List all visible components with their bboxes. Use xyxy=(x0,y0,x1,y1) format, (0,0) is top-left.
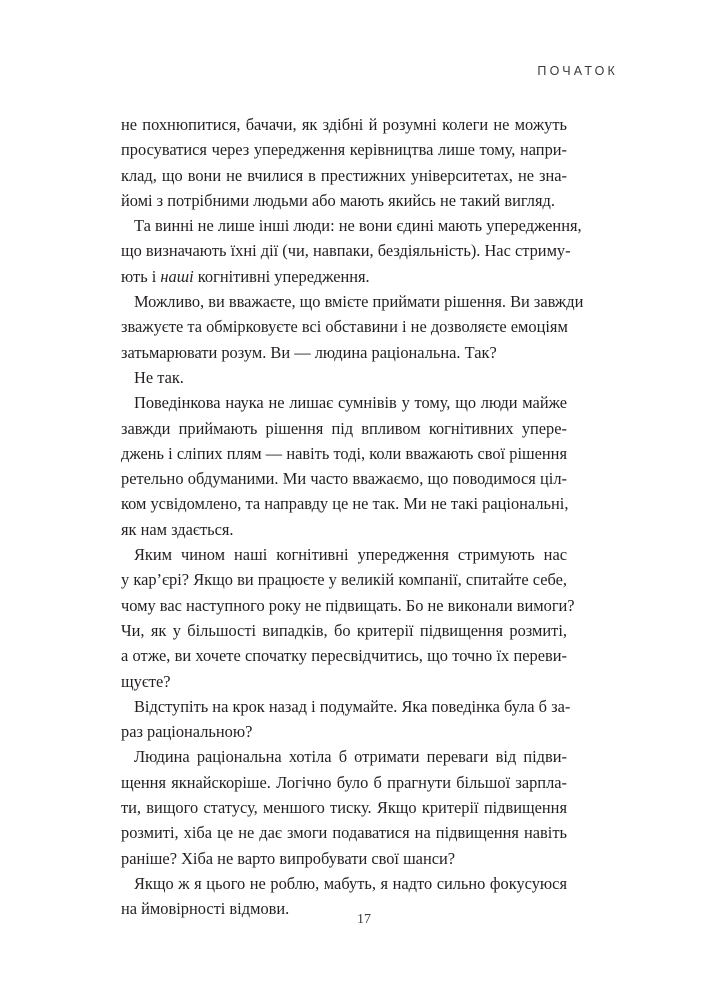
text-line xyxy=(121,264,567,289)
text-line: зважуєте та обмірковуєте всі обставини і не дозволяєте емоціям xyxy=(121,317,568,337)
text-line: ретельно обдуманими. Ми часто вважаємо, що поводимося ціл- xyxy=(121,469,567,489)
text-line: Якщо ж я цього не роблю, мабуть, я надто сильно фокусуюся xyxy=(134,873,567,893)
text-line: щення якнайскоріше. Логічно було б прагнути більшої зарпла- xyxy=(121,772,567,792)
text-line: Не так. xyxy=(134,367,184,387)
text-line: просуватися через упередження керівництва лише тому, напри- xyxy=(121,140,567,160)
text-line: чому вас наступного року не підвищать. Бо не виконали вимоги? xyxy=(121,595,575,615)
paragraph xyxy=(121,694,571,745)
text-line: Яким чином наші когнітивні упередження стримують нас xyxy=(134,545,567,565)
page-number: 17 xyxy=(357,912,371,927)
text-line: раніше? Хіба не варто випробувати свої шанси? xyxy=(121,848,456,868)
text-line: у кар’єрі? Якщо ви працюєте у великій компанії, спитайте себе, xyxy=(121,570,567,590)
text-line: що визначають їхні дії (чи, навпаки, бездіяльність). Нас стриму- xyxy=(121,241,571,261)
text-line: Відступіть на крок назад і подумайте. Яка поведінка була б за- xyxy=(134,696,571,716)
text-line: як нам здається. xyxy=(121,519,234,539)
text-run: когнітивні упередження. xyxy=(193,266,370,286)
text-line: розмиті, хіба це не дає змоги подаватися на підвищення навіть xyxy=(121,823,567,843)
text-line: ти, вищого статусу, меншого тиску. Якщо критерії підвищення xyxy=(121,798,567,818)
text-line: йомі з потрібними людьми або мають якийсь не такий вигляд. xyxy=(121,190,555,210)
text-line: Чи, як у більшості випадків, бо критерії підвищення розмиті, xyxy=(121,620,567,640)
paragraph xyxy=(121,744,567,870)
paragraph xyxy=(121,112,567,213)
text-run: ють і xyxy=(121,266,161,286)
running-head: ПОЧАТОК xyxy=(537,64,618,78)
paragraph xyxy=(121,542,575,694)
text-line: джень і сліпих плям — навіть тоді, коли вважають свої рішення xyxy=(121,443,567,463)
text-line: ком усвідомлено, та направду це не так. Ми не такі раціональні, xyxy=(121,494,569,514)
text-line: не похнюпитися, бачачи, як здібні й розумні колеги не можуть xyxy=(121,115,567,134)
text-line: затьмарювати розум. Ви — людина раціональна. Так? xyxy=(121,342,497,362)
body-text xyxy=(121,112,584,922)
paragraph xyxy=(121,390,567,542)
emphasis-run: наші xyxy=(160,266,194,286)
paragraph xyxy=(121,289,584,365)
paragraph xyxy=(121,365,567,390)
text-line: Та винні не лише інші люди: не вони єдині мають упередження, xyxy=(134,216,582,236)
text-line: раз раціональною? xyxy=(121,722,253,742)
text-line: на ймовірності відмови. xyxy=(121,899,290,919)
text-line: Можливо, ви вважаєте, що вмієте приймати рішення. Ви завжди xyxy=(134,292,584,312)
paragraph xyxy=(121,213,582,289)
text-line: Поведінкова наука не лишає сумнівів у тому, що люди майже xyxy=(134,393,567,413)
text-line: Людина раціональна хотіла б отримати переваги від підви- xyxy=(134,747,567,767)
text-line: щуєте? xyxy=(121,671,171,691)
text-line: завжди приймають рішення під впливом когнітивних упере- xyxy=(121,418,567,438)
text-line: а отже, ви хочете спочатку пересвідчитись, що точно їх переви- xyxy=(121,646,567,666)
text-line: клад, що вони не вчилися в престижних університетах, не зна- xyxy=(121,165,567,185)
